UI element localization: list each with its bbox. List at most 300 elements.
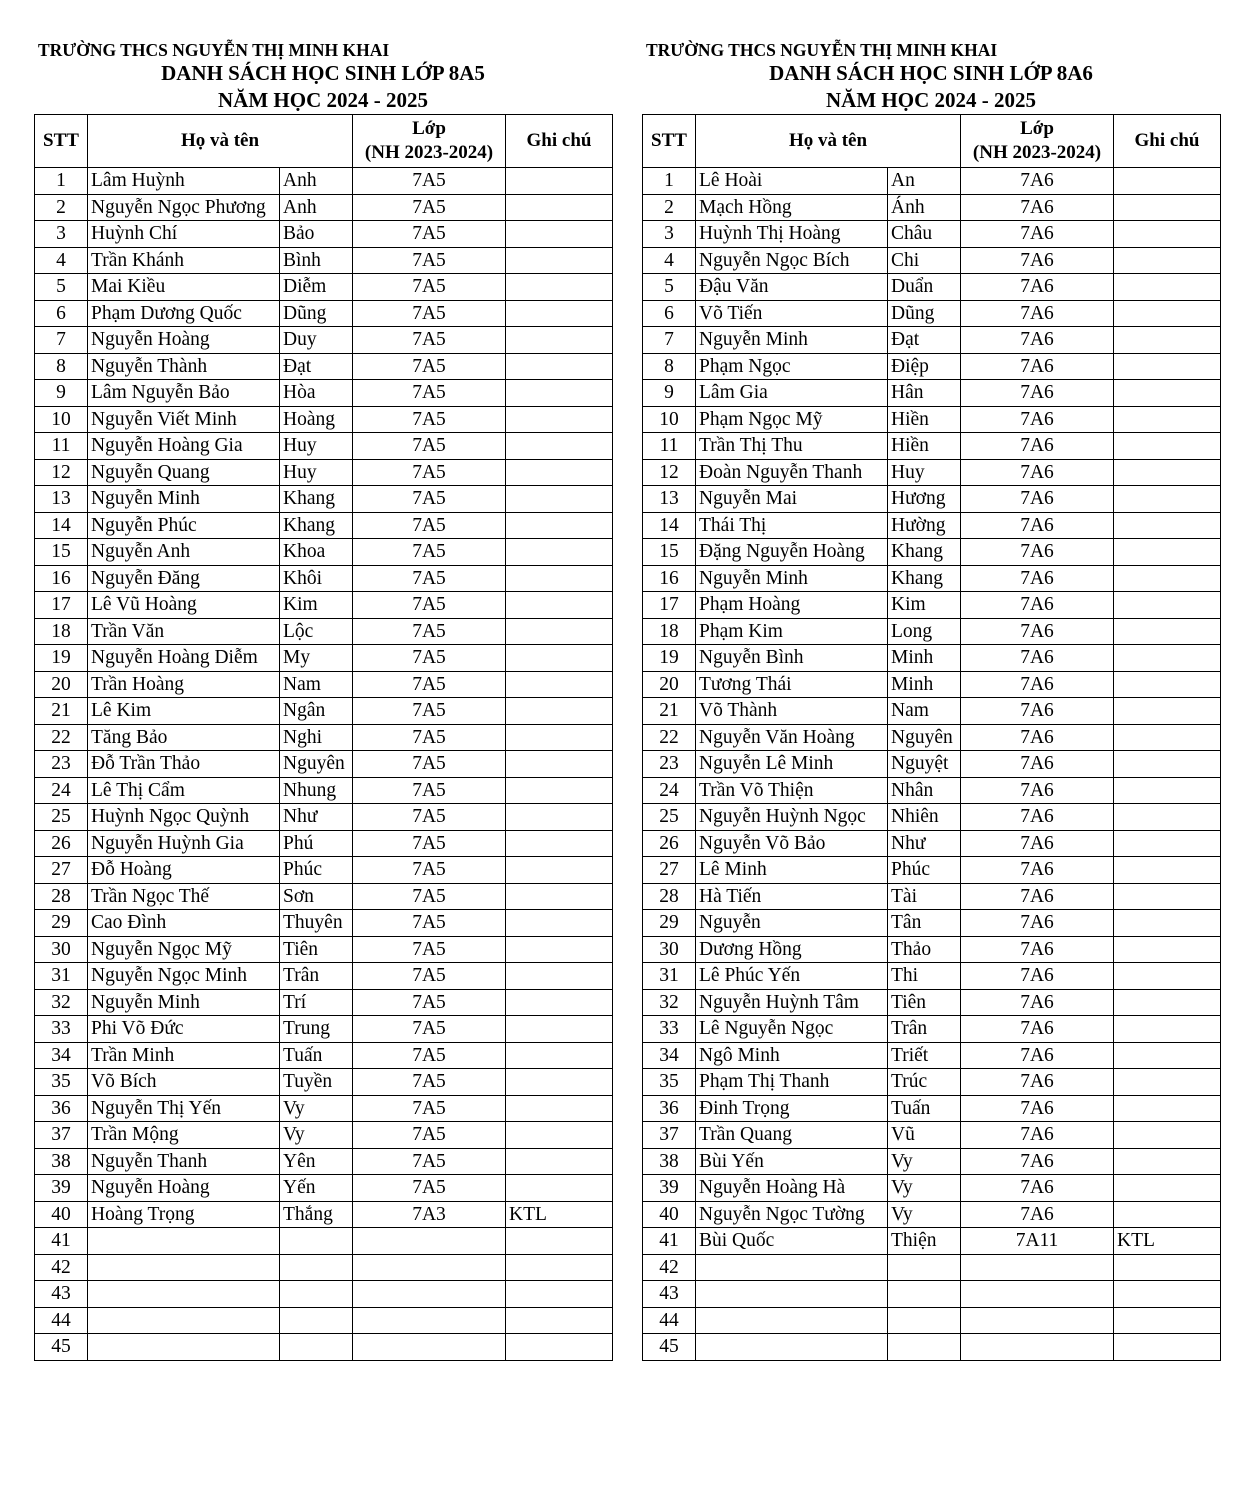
cell-stt: 19 bbox=[643, 645, 696, 672]
table-row bbox=[35, 1228, 613, 1255]
cell-first-name: Hiền bbox=[888, 406, 961, 433]
cell-previous-class: 7A6 bbox=[961, 1175, 1114, 1202]
cell-note bbox=[1114, 1042, 1221, 1069]
cell-stt: 23 bbox=[643, 751, 696, 778]
table-row bbox=[643, 300, 1221, 327]
cell-last-middle-name: Đỗ Hoàng bbox=[88, 857, 280, 884]
cell-previous-class: 7A6 bbox=[961, 1042, 1114, 1069]
cell-first-name: Thắng bbox=[280, 1201, 353, 1228]
cell-note bbox=[1114, 830, 1221, 857]
cell-note bbox=[1114, 804, 1221, 831]
cell-last-middle-name: Ngô Minh bbox=[696, 1042, 888, 1069]
cell-note bbox=[506, 459, 613, 486]
cell-first-name bbox=[280, 1254, 353, 1281]
cell-note bbox=[1114, 989, 1221, 1016]
cell-note bbox=[506, 512, 613, 539]
cell-stt: 31 bbox=[35, 963, 88, 990]
cell-note bbox=[506, 353, 613, 380]
cell-note bbox=[1114, 1095, 1221, 1122]
cell-stt: 44 bbox=[643, 1307, 696, 1334]
cell-first-name: Trung bbox=[280, 1016, 353, 1043]
cell-previous-class: 7A5 bbox=[353, 830, 506, 857]
cell-note bbox=[1114, 459, 1221, 486]
cell-last-middle-name: Trần Khánh bbox=[88, 247, 280, 274]
table-row bbox=[35, 989, 613, 1016]
table-row bbox=[643, 221, 1221, 248]
table-row bbox=[35, 777, 613, 804]
header-note: Ghi chú bbox=[1114, 115, 1221, 168]
cell-previous-class: 7A5 bbox=[353, 1042, 506, 1069]
table-row bbox=[643, 963, 1221, 990]
cell-stt: 28 bbox=[35, 883, 88, 910]
cell-previous-class: 7A6 bbox=[961, 380, 1114, 407]
cell-last-middle-name: Huỳnh Ngọc Quỳnh bbox=[88, 804, 280, 831]
cell-first-name: Huy bbox=[280, 433, 353, 460]
cell-note bbox=[1114, 274, 1221, 301]
cell-first-name: Tân bbox=[888, 910, 961, 937]
cell-last-middle-name: Nguyễn Đăng bbox=[88, 565, 280, 592]
cell-first-name: Triết bbox=[888, 1042, 961, 1069]
cell-previous-class: 7A5 bbox=[353, 565, 506, 592]
cell-last-middle-name bbox=[696, 1254, 888, 1281]
cell-last-middle-name: Lê Phúc Yến bbox=[696, 963, 888, 990]
cell-previous-class: 7A6 bbox=[961, 539, 1114, 566]
cell-previous-class: 7A5 bbox=[353, 459, 506, 486]
cell-note bbox=[1114, 1122, 1221, 1149]
table-row bbox=[35, 936, 613, 963]
cell-first-name: Bình bbox=[280, 247, 353, 274]
cell-note bbox=[506, 1095, 613, 1122]
cell-previous-class: 7A6 bbox=[961, 857, 1114, 884]
cell-stt: 12 bbox=[643, 459, 696, 486]
cell-last-middle-name: Phạm Kim bbox=[696, 618, 888, 645]
cell-last-middle-name bbox=[696, 1334, 888, 1361]
cell-note bbox=[506, 1334, 613, 1361]
cell-previous-class: 7A5 bbox=[353, 777, 506, 804]
cell-note bbox=[506, 883, 613, 910]
cell-stt: 27 bbox=[643, 857, 696, 884]
cell-first-name: Khang bbox=[280, 512, 353, 539]
cell-first-name: Đạt bbox=[888, 327, 961, 354]
cell-first-name: Điệp bbox=[888, 353, 961, 380]
cell-note bbox=[1114, 1281, 1221, 1308]
cell-first-name bbox=[280, 1228, 353, 1255]
cell-stt: 40 bbox=[35, 1201, 88, 1228]
cell-previous-class bbox=[353, 1334, 506, 1361]
table-row bbox=[643, 1307, 1221, 1334]
cell-previous-class: 7A6 bbox=[961, 406, 1114, 433]
cell-stt: 37 bbox=[35, 1122, 88, 1149]
table-row bbox=[643, 486, 1221, 513]
cell-first-name: Hiền bbox=[888, 433, 961, 460]
cell-first-name: Nguyên bbox=[888, 724, 961, 751]
cell-last-middle-name: Lê Minh bbox=[696, 857, 888, 884]
table-row bbox=[35, 883, 613, 910]
cell-previous-class: 7A5 bbox=[353, 353, 506, 380]
header-row bbox=[35, 115, 613, 168]
table-row bbox=[35, 1254, 613, 1281]
cell-first-name: Yến bbox=[280, 1175, 353, 1202]
cell-previous-class: 7A6 bbox=[961, 1201, 1114, 1228]
cell-previous-class: 7A6 bbox=[961, 1069, 1114, 1096]
cell-first-name bbox=[888, 1307, 961, 1334]
header-class-line1: Lớp bbox=[1020, 118, 1054, 139]
cell-last-middle-name: Phạm Ngọc bbox=[696, 353, 888, 380]
cell-stt: 14 bbox=[643, 512, 696, 539]
cell-stt: 13 bbox=[35, 486, 88, 513]
cell-previous-class bbox=[961, 1254, 1114, 1281]
cell-note bbox=[1114, 1069, 1221, 1096]
cell-previous-class: 7A6 bbox=[961, 459, 1114, 486]
cell-stt: 30 bbox=[643, 936, 696, 963]
table-row bbox=[643, 1122, 1221, 1149]
cell-note bbox=[1114, 910, 1221, 937]
cell-first-name: Duy bbox=[280, 327, 353, 354]
cell-stt: 20 bbox=[35, 671, 88, 698]
cell-stt: 8 bbox=[643, 353, 696, 380]
table-row bbox=[643, 406, 1221, 433]
table-row bbox=[643, 247, 1221, 274]
header-name: Họ và tên bbox=[88, 115, 353, 168]
cell-first-name: Khang bbox=[280, 486, 353, 513]
cell-note bbox=[1114, 1016, 1221, 1043]
cell-last-middle-name: Nguyễn Ngọc Minh bbox=[88, 963, 280, 990]
cell-last-middle-name: Nguyễn Minh bbox=[88, 989, 280, 1016]
cell-note bbox=[1114, 300, 1221, 327]
cell-note bbox=[1114, 645, 1221, 672]
cell-previous-class: 7A5 bbox=[353, 751, 506, 778]
cell-stt: 15 bbox=[643, 539, 696, 566]
table-row bbox=[643, 804, 1221, 831]
cell-last-middle-name: Nguyễn Viết Minh bbox=[88, 406, 280, 433]
cell-note bbox=[1114, 1254, 1221, 1281]
table-row bbox=[643, 194, 1221, 221]
cell-note bbox=[1114, 963, 1221, 990]
cell-first-name: Vy bbox=[888, 1148, 961, 1175]
school-year: NĂM HỌC 2024 - 2025 bbox=[218, 88, 428, 112]
cell-last-middle-name: Nguyễn Thanh bbox=[88, 1148, 280, 1175]
cell-last-middle-name: Bùi Yến bbox=[696, 1148, 888, 1175]
cell-stt: 10 bbox=[643, 406, 696, 433]
cell-stt: 34 bbox=[643, 1042, 696, 1069]
cell-previous-class: 7A5 bbox=[353, 963, 506, 990]
cell-note bbox=[1114, 380, 1221, 407]
cell-stt: 43 bbox=[35, 1281, 88, 1308]
cell-stt: 23 bbox=[35, 751, 88, 778]
table-row bbox=[643, 1095, 1221, 1122]
cell-first-name bbox=[888, 1334, 961, 1361]
cell-note bbox=[506, 1016, 613, 1043]
cell-stt: 11 bbox=[643, 433, 696, 460]
cell-stt: 14 bbox=[35, 512, 88, 539]
table-row bbox=[35, 353, 613, 380]
cell-stt: 32 bbox=[643, 989, 696, 1016]
cell-stt: 8 bbox=[35, 353, 88, 380]
cell-first-name: Khoa bbox=[280, 539, 353, 566]
table-row bbox=[35, 1069, 613, 1096]
table-row bbox=[643, 777, 1221, 804]
cell-stt: 29 bbox=[35, 910, 88, 937]
cell-first-name: Anh bbox=[280, 168, 353, 195]
cell-first-name: Dũng bbox=[280, 300, 353, 327]
cell-last-middle-name: Dương Hồng bbox=[696, 936, 888, 963]
cell-note bbox=[1114, 433, 1221, 460]
cell-note bbox=[506, 1307, 613, 1334]
cell-previous-class: 7A5 bbox=[353, 804, 506, 831]
header-stt: STT bbox=[35, 115, 88, 168]
table-row bbox=[35, 1201, 613, 1228]
cell-previous-class: 7A5 bbox=[353, 433, 506, 460]
cell-last-middle-name: Trần Mộng bbox=[88, 1122, 280, 1149]
cell-note bbox=[1114, 247, 1221, 274]
cell-first-name: Như bbox=[280, 804, 353, 831]
cell-note bbox=[506, 936, 613, 963]
cell-last-middle-name: Nguyễn Minh bbox=[696, 327, 888, 354]
cell-stt: 39 bbox=[643, 1175, 696, 1202]
cell-last-middle-name bbox=[88, 1307, 280, 1334]
cell-stt: 1 bbox=[643, 168, 696, 195]
table-row bbox=[35, 1175, 613, 1202]
cell-stt: 20 bbox=[643, 671, 696, 698]
cell-note bbox=[1114, 1334, 1221, 1361]
cell-first-name: Yên bbox=[280, 1148, 353, 1175]
table-row bbox=[35, 645, 613, 672]
cell-note bbox=[506, 989, 613, 1016]
cell-note bbox=[1114, 327, 1221, 354]
table-row bbox=[35, 168, 613, 195]
cell-stt: 5 bbox=[35, 274, 88, 301]
table-row bbox=[35, 1148, 613, 1175]
cell-first-name: Ngân bbox=[280, 698, 353, 725]
cell-last-middle-name: Nguyễn Huỳnh Ngọc bbox=[696, 804, 888, 831]
cell-note bbox=[1114, 698, 1221, 725]
cell-last-middle-name bbox=[696, 1281, 888, 1308]
cell-stt: 26 bbox=[643, 830, 696, 857]
cell-previous-class: 7A5 bbox=[353, 539, 506, 566]
cell-stt: 31 bbox=[643, 963, 696, 990]
cell-stt: 21 bbox=[643, 698, 696, 725]
cell-last-middle-name: Cao Đình bbox=[88, 910, 280, 937]
cell-stt: 18 bbox=[35, 618, 88, 645]
cell-last-middle-name: Trần Văn bbox=[88, 618, 280, 645]
cell-previous-class: 7A6 bbox=[961, 724, 1114, 751]
cell-first-name: Như bbox=[888, 830, 961, 857]
cell-previous-class: 7A6 bbox=[961, 671, 1114, 698]
table-row bbox=[35, 274, 613, 301]
cell-last-middle-name: Phi Võ Đức bbox=[88, 1016, 280, 1043]
cell-first-name: Huy bbox=[280, 459, 353, 486]
cell-first-name: Anh bbox=[280, 194, 353, 221]
cell-note bbox=[506, 830, 613, 857]
cell-previous-class: 7A5 bbox=[353, 380, 506, 407]
cell-last-middle-name: Trần Thị Thu bbox=[696, 433, 888, 460]
cell-last-middle-name: Bùi Quốc bbox=[696, 1228, 888, 1255]
cell-stt: 17 bbox=[643, 592, 696, 619]
cell-first-name: Hương bbox=[888, 486, 961, 513]
cell-note bbox=[506, 274, 613, 301]
cell-stt: 6 bbox=[643, 300, 696, 327]
cell-note bbox=[1114, 565, 1221, 592]
cell-last-middle-name: Đỗ Trần Thảo bbox=[88, 751, 280, 778]
cell-stt: 38 bbox=[643, 1148, 696, 1175]
cell-last-middle-name: Tương Thái bbox=[696, 671, 888, 698]
cell-note bbox=[506, 857, 613, 884]
cell-last-middle-name: Lê Nguyễn Ngọc bbox=[696, 1016, 888, 1043]
cell-stt: 25 bbox=[35, 804, 88, 831]
cell-last-middle-name: Huỳnh Chí bbox=[88, 221, 280, 248]
cell-last-middle-name: Nguyễn Hoàng Diễm bbox=[88, 645, 280, 672]
cell-previous-class: 7A6 bbox=[961, 751, 1114, 778]
cell-last-middle-name: Lâm Gia bbox=[696, 380, 888, 407]
cell-previous-class bbox=[353, 1281, 506, 1308]
cell-first-name bbox=[888, 1254, 961, 1281]
cell-stt: 16 bbox=[643, 565, 696, 592]
cell-last-middle-name: Nguyễn Huỳnh Gia bbox=[88, 830, 280, 857]
cell-previous-class: 7A5 bbox=[353, 406, 506, 433]
cell-previous-class: 7A5 bbox=[353, 247, 506, 274]
cell-stt: 42 bbox=[35, 1254, 88, 1281]
cell-stt: 36 bbox=[35, 1095, 88, 1122]
cell-previous-class bbox=[353, 1228, 506, 1255]
cell-first-name: Hoàng bbox=[280, 406, 353, 433]
cell-first-name: Khôi bbox=[280, 565, 353, 592]
cell-note bbox=[506, 963, 613, 990]
school-year: NĂM HỌC 2024 - 2025 bbox=[826, 88, 1036, 112]
cell-previous-class: 7A6 bbox=[961, 512, 1114, 539]
cell-last-middle-name: Lê Kim bbox=[88, 698, 280, 725]
table-row bbox=[643, 274, 1221, 301]
cell-stt: 13 bbox=[643, 486, 696, 513]
cell-note bbox=[1114, 592, 1221, 619]
table-row bbox=[35, 830, 613, 857]
cell-first-name bbox=[280, 1281, 353, 1308]
cell-previous-class: 7A5 bbox=[353, 1148, 506, 1175]
cell-previous-class: 7A6 bbox=[961, 1095, 1114, 1122]
cell-last-middle-name: Nguyễn Anh bbox=[88, 539, 280, 566]
cell-first-name: Vy bbox=[888, 1201, 961, 1228]
table-row bbox=[643, 1175, 1221, 1202]
table-row bbox=[35, 910, 613, 937]
cell-note bbox=[1114, 857, 1221, 884]
cell-previous-class: 7A6 bbox=[961, 698, 1114, 725]
cell-stt: 25 bbox=[643, 804, 696, 831]
table-row bbox=[643, 645, 1221, 672]
cell-note bbox=[506, 168, 613, 195]
cell-previous-class: 7A5 bbox=[353, 910, 506, 937]
cell-note bbox=[506, 433, 613, 460]
cell-first-name: Vũ bbox=[888, 1122, 961, 1149]
table-row bbox=[643, 751, 1221, 778]
class-list-8a5 bbox=[34, 40, 612, 1361]
cell-last-middle-name: Lê Vũ Hoàng bbox=[88, 592, 280, 619]
table-row bbox=[643, 1334, 1221, 1361]
table-row bbox=[643, 433, 1221, 460]
cell-first-name: Thảo bbox=[888, 936, 961, 963]
cell-note bbox=[1114, 539, 1221, 566]
cell-previous-class: 7A5 bbox=[353, 645, 506, 672]
cell-first-name: Hường bbox=[888, 512, 961, 539]
cell-stt: 32 bbox=[35, 989, 88, 1016]
cell-note bbox=[506, 1228, 613, 1255]
table-row bbox=[643, 380, 1221, 407]
cell-note bbox=[1114, 486, 1221, 513]
cell-first-name: Tài bbox=[888, 883, 961, 910]
cell-first-name: Kim bbox=[280, 592, 353, 619]
cell-stt: 44 bbox=[35, 1307, 88, 1334]
cell-previous-class: 7A5 bbox=[353, 274, 506, 301]
cell-first-name: Minh bbox=[888, 671, 961, 698]
cell-last-middle-name: Đinh Trọng bbox=[696, 1095, 888, 1122]
cell-last-middle-name: Võ Bích bbox=[88, 1069, 280, 1096]
cell-previous-class: 7A6 bbox=[961, 1148, 1114, 1175]
cell-first-name bbox=[888, 1281, 961, 1308]
cell-stt: 35 bbox=[643, 1069, 696, 1096]
cell-first-name: Tiên bbox=[888, 989, 961, 1016]
table-row bbox=[35, 380, 613, 407]
table-row bbox=[35, 433, 613, 460]
cell-first-name: Hân bbox=[888, 380, 961, 407]
header-class-line2: (NH 2023-2024) bbox=[364, 142, 494, 163]
cell-previous-class: 7A6 bbox=[961, 645, 1114, 672]
cell-stt: 11 bbox=[35, 433, 88, 460]
cell-note bbox=[1114, 353, 1221, 380]
cell-previous-class: 7A6 bbox=[961, 247, 1114, 274]
cell-note bbox=[1114, 883, 1221, 910]
header-row bbox=[643, 115, 1221, 168]
list-title: DANH SÁCH HỌC SINH LỚP 8A5 bbox=[161, 61, 485, 85]
school-name: TRƯỜNG THCS NGUYỄN THỊ MINH KHAI bbox=[646, 40, 998, 60]
cell-last-middle-name: Phạm Hoàng bbox=[696, 592, 888, 619]
cell-last-middle-name: Phạm Dương Quốc bbox=[88, 300, 280, 327]
cell-previous-class: 7A5 bbox=[353, 300, 506, 327]
cell-last-middle-name: Phạm Ngọc Mỹ bbox=[696, 406, 888, 433]
cell-stt: 2 bbox=[643, 194, 696, 221]
cell-stt: 19 bbox=[35, 645, 88, 672]
cell-note bbox=[506, 247, 613, 274]
cell-previous-class: 7A5 bbox=[353, 327, 506, 354]
cell-previous-class: 7A6 bbox=[961, 936, 1114, 963]
cell-note bbox=[506, 1254, 613, 1281]
cell-first-name: Thiện bbox=[888, 1228, 961, 1255]
cell-first-name: Minh bbox=[888, 645, 961, 672]
cell-previous-class: 7A5 bbox=[353, 936, 506, 963]
cell-last-middle-name: Lâm Nguyễn Bảo bbox=[88, 380, 280, 407]
cell-previous-class: 7A5 bbox=[353, 486, 506, 513]
table-row bbox=[643, 1069, 1221, 1096]
cell-first-name: Tuyền bbox=[280, 1069, 353, 1096]
cell-stt: 43 bbox=[643, 1281, 696, 1308]
table-row bbox=[643, 1016, 1221, 1043]
cell-first-name: Nhiên bbox=[888, 804, 961, 831]
cell-note bbox=[1114, 936, 1221, 963]
table-row bbox=[643, 565, 1221, 592]
table-row bbox=[35, 459, 613, 486]
table-row bbox=[35, 592, 613, 619]
cell-previous-class: 7A5 bbox=[353, 989, 506, 1016]
cell-stt: 10 bbox=[35, 406, 88, 433]
cell-last-middle-name: Nguyễn Văn Hoàng bbox=[696, 724, 888, 751]
cell-note bbox=[506, 380, 613, 407]
cell-previous-class: 7A6 bbox=[961, 433, 1114, 460]
cell-note bbox=[506, 539, 613, 566]
header-class-line2: (NH 2023-2024) bbox=[972, 142, 1102, 163]
cell-note bbox=[1114, 671, 1221, 698]
cell-first-name: Chi bbox=[888, 247, 961, 274]
cell-last-middle-name bbox=[88, 1254, 280, 1281]
cell-note bbox=[506, 406, 613, 433]
table-row bbox=[35, 1016, 613, 1043]
cell-previous-class bbox=[961, 1334, 1114, 1361]
